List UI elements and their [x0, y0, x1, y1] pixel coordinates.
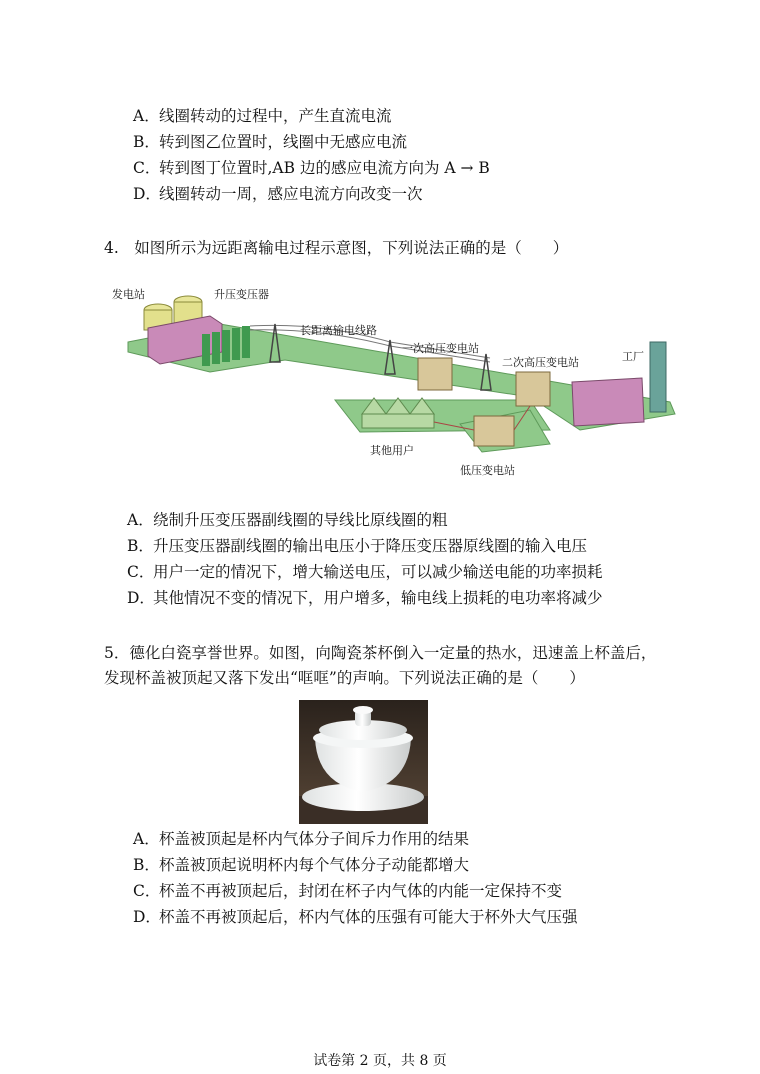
option-text: 线圈转动的过程中，产生直流电流 [159, 107, 392, 125]
option-tag: A． [127, 511, 154, 529]
option-text: 杯盖被顶起说明杯内每个气体分子动能都增大 [159, 856, 470, 874]
page-footer: 试卷第 2 页，共 8 页 [313, 1053, 447, 1069]
q3-option-d [133, 184, 423, 204]
option-text: 其他情况不变的情况下，用户增多，输电线上损耗的电功率将减少 [153, 589, 603, 607]
option-text: 转到图丁位置时,AB 边的感应电流方向为 A → B [159, 159, 490, 177]
q4-option-b [127, 536, 587, 556]
q4-stem: 4. 如图所示为远距离输电过程示意图，下列说法正确的是（ ） [104, 239, 569, 257]
label-secondary-sub: 二次高压变电站 [502, 356, 579, 369]
label-primary-sub: 一次高压变电站 [402, 342, 479, 355]
q5-option-c [133, 881, 562, 901]
option-tag: C． [133, 159, 161, 177]
q4-option-d [127, 588, 603, 608]
label-factory: 工厂 [622, 350, 644, 363]
q3-option-b [133, 132, 407, 152]
option-tag: A． [133, 107, 160, 125]
label-long-line: 长距离输电线路 [300, 324, 377, 337]
factory-building [572, 378, 644, 426]
label-step-up: 升压变压器 [214, 288, 269, 301]
option-tag: B． [133, 133, 160, 151]
q5-option-a [133, 829, 469, 849]
option-text: 杯盖不再被顶起后，封闭在杯子内气体的内能一定保持不变 [159, 882, 563, 900]
q4-option-c [127, 562, 603, 582]
q5-stem-line1: 5．德化白瓷享誉世界。如图，向陶瓷茶杯倒入一定量的热水，迅速盖上杯盖后， [104, 644, 657, 662]
label-low-sub: 低压变电站 [460, 464, 515, 477]
option-text: 线圈转动一周，感应电流方向改变一次 [159, 185, 423, 203]
primary-substation [418, 358, 452, 390]
low-voltage-substation [474, 416, 514, 446]
teacup-photo [299, 700, 428, 824]
option-text: 绕制升压变压器副线圈的导线比原线圈的粗 [153, 511, 448, 529]
secondary-substation [516, 372, 550, 406]
label-power-station: 发电站 [112, 288, 145, 301]
option-tag: D． [127, 589, 155, 607]
q5-option-d [133, 907, 578, 927]
chimney-icon [650, 342, 666, 412]
label-other-users: 其他用户 [370, 444, 414, 457]
option-tag: D． [133, 185, 161, 203]
option-tag: C． [133, 882, 161, 900]
option-text: 杯盖被顶起是杯内气体分子间斥力作用的结果 [159, 830, 470, 848]
option-tag: B． [133, 856, 160, 874]
option-text: 杯盖不再被顶起后，杯内气体的压强有可能大于杯外大气压强 [159, 908, 578, 926]
q4-option-a [127, 510, 448, 530]
power-transmission-diagram [110, 282, 680, 477]
option-text: 升压变压器副线圈的输出电压小于降压变压器原线圈的输入电压 [153, 537, 588, 555]
option-text: 用户一定的情况下，增大输送电压，可以减少输送电能的功率损耗 [153, 563, 603, 581]
q5-option-b [133, 855, 469, 875]
option-tag: D． [133, 908, 161, 926]
houses-icon [362, 414, 434, 428]
option-tag: B． [127, 537, 154, 555]
option-tag: C． [127, 563, 155, 581]
q3-option-c [133, 158, 490, 178]
option-tag: A． [133, 830, 160, 848]
q3-option-a [133, 106, 392, 126]
q5-stem-line2: 发现杯盖被顶起又落下发出“哐哐”的声响。下列说法正确的是（ ） [104, 669, 585, 687]
transformer-icon [242, 326, 250, 358]
option-text: 转到图乙位置时，线圈中无感应电流 [159, 133, 408, 151]
